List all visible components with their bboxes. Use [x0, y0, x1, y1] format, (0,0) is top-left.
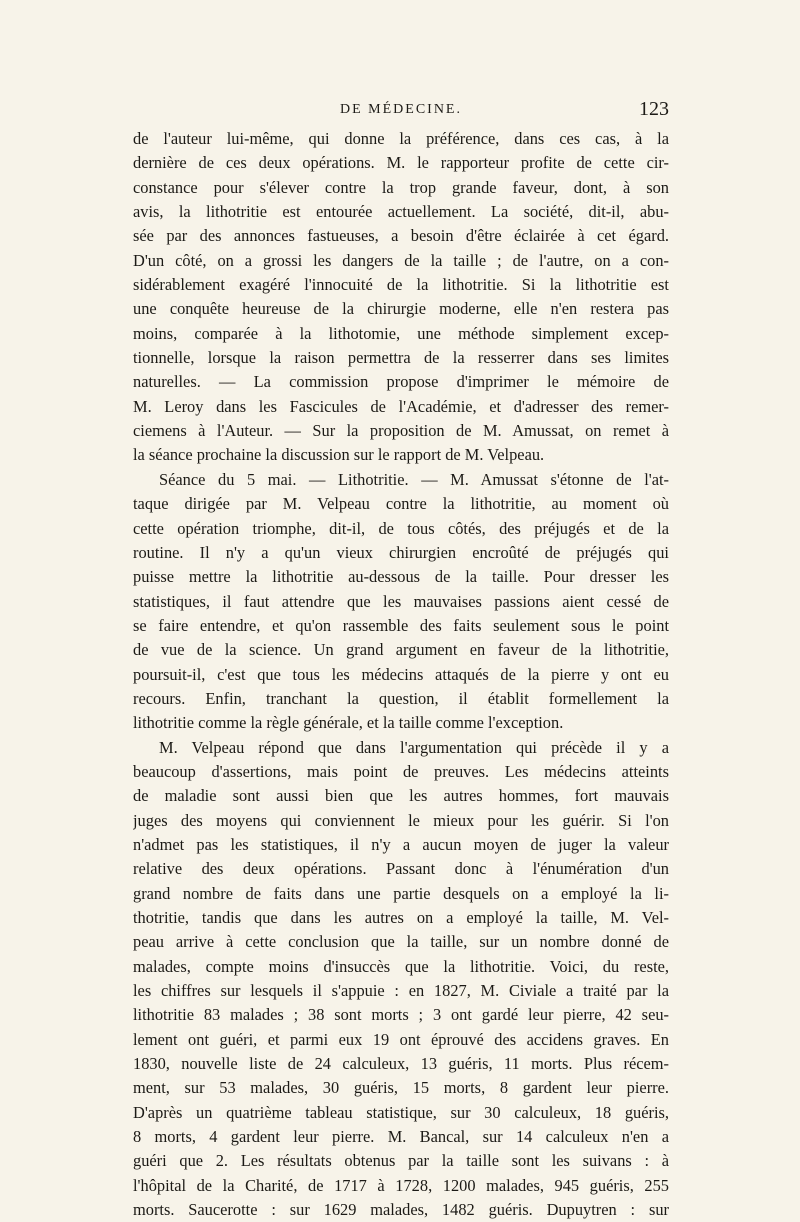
text-line: tionnelle, lorsque la raison permettra de la resserrer dans ses limites — [133, 348, 669, 368]
text-line: la séance prochaine la discussion sur le rapport de M. Velpeau. — [133, 445, 545, 465]
text-line: naturelles. — La commission propose d'imprimer le mémoire de — [133, 372, 669, 392]
text-line: cette opération triomphe, dit-il, de tous côtés, des préjugés et de la — [133, 518, 669, 538]
text-line: statistiques, il faut attendre que les mauvaises passions aient cessé de — [133, 591, 669, 611]
text-line: sée par des annonces fastueuses, a besoin d'être éclairée à cet égard. — [133, 226, 669, 246]
page-number: 123 — [639, 98, 669, 120]
page-header — [133, 98, 669, 124]
text-line: une conquête heureuse de la chirurgie moderne, elle n'en restera pas — [133, 299, 669, 319]
text-line: se faire entendre, et qu'on rassemble des faits seulement sous le point — [133, 615, 669, 635]
text-line: sidérablement exagéré l'innocuité de la lithotritie. Si la lithotritie est — [133, 275, 669, 295]
text-line: de l'auteur lui-même, qui donne la préférence, dans ces cas, à la — [133, 129, 669, 148]
text-line: l'hôpital de la Charité, de 1717 à 1728, 1200 malades, 945 guéris, 255 — [133, 1175, 669, 1195]
text-line: routine. Il n'y a qu'un vieux chirurgien encroûté de préjugés qui — [133, 542, 669, 562]
body-text — [133, 127, 669, 1222]
text-line: relative des deux opérations. Passant donc à l'énumération d'un — [133, 859, 669, 879]
text-line: ment, sur 53 malades, 30 guéris, 15 morts, 8 gardent leur pierre. — [133, 1078, 669, 1098]
text-line: 1830, nouvelle liste de 24 calculeux, 13 guéris, 11 morts. Plus récem- — [133, 1054, 669, 1074]
text-line: avis, la lithotritie est entourée actuellement. La société, dit-il, abu- — [133, 202, 669, 222]
text-line: de maladie sont aussi bien que les autres hommes, fort mauvais — [133, 786, 669, 806]
running-head: DE MÉDECINE. — [340, 102, 462, 117]
text-line: malades, compte moins d'insuccès que la lithotritie. Voici, du reste, — [133, 956, 669, 976]
text-line: D'un côté, on a grossi les dangers de la taille ; de l'autre, on a con- — [133, 250, 669, 270]
text-line: lement ont guéri, et parmi eux 19 ont éprouvé des accidens graves. En — [133, 1029, 669, 1049]
text-line: les chiffres sur lesquels il s'appuie : en 1827, M. Civiale a traité par la — [133, 981, 669, 1001]
text-line: M. Leroy dans les Fascicules de l'Académie, et d'adresser des remer- — [133, 396, 669, 416]
text-line: thotritie, tandis que dans les autres on a employé la taille, M. Vel- — [133, 908, 669, 927]
text-line: recours. Enfin, tranchant la question, il établit formellement la — [133, 688, 669, 708]
text-line: D'après un quatrième tableau statistique, sur 30 calculeux, 18 guéris, — [133, 1102, 669, 1122]
text-line: M. Velpeau répond que dans l'argumentation qui précède il y a — [159, 737, 669, 757]
text-line: peau arrive à cette conclusion que la taille, sur un nombre donné de — [133, 932, 669, 952]
text-line: Séance du 5 mai. — Lithotritie. — M. Amussat s'étonne de l'at- — [159, 469, 669, 489]
text-line: taque dirigée par M. Velpeau contre la lithotritie, au moment où — [133, 494, 669, 514]
text-line: lithotritie comme la règle générale, et la taille comme l'exception. — [133, 713, 564, 733]
text-line: 8 morts, 4 gardent leur pierre. M. Bancal, sur 14 calculeux n'en a — [133, 1127, 669, 1147]
text-line: guéri que 2. Les résultats obtenus par la taille sont les suivans : à — [133, 1151, 669, 1171]
text-line: ciemens à l'Auteur. — Sur la proposition de M. Amussat, on remet à — [133, 421, 669, 441]
text-line: dernière de ces deux opérations. M. le rapporteur profite de cette cir- — [133, 153, 669, 173]
text-line: de vue de la science. Un grand argument en faveur de la lithotritie, — [133, 640, 669, 660]
text-line: lithotritie 83 malades ; 38 sont morts ; 3 ont gardé leur pierre, 42 seu- — [133, 1005, 669, 1025]
text-line: poursuit-il, c'est que tous les médecins attaqués de la pierre y ont eu — [133, 664, 669, 684]
text-line: juges des moyens qui conviennent le mieux pour les guérir. Si l'on — [133, 810, 669, 830]
text-line: moins, comparée à la lithotomie, une méthode simplement excep- — [133, 323, 669, 343]
text-line: puisse mettre la lithotritie au-dessous de la taille. Pour dresser les — [133, 567, 669, 587]
text-line: beaucoup d'assertions, mais point de preuves. Les médecins atteints — [133, 761, 669, 781]
text-line: grand nombre de faits dans une partie desquels on a employé la li- — [133, 883, 669, 903]
text-line: n'admet pas les statistiques, il n'y a aucun moyen de juger la valeur — [133, 834, 669, 854]
text-line: morts. Saucerotte : sur 1629 malades, 1482 guéris. Dupuytren : sur — [133, 1200, 669, 1220]
text-line: constance pour s'élever contre la trop grande faveur, dont, à son — [133, 177, 669, 197]
